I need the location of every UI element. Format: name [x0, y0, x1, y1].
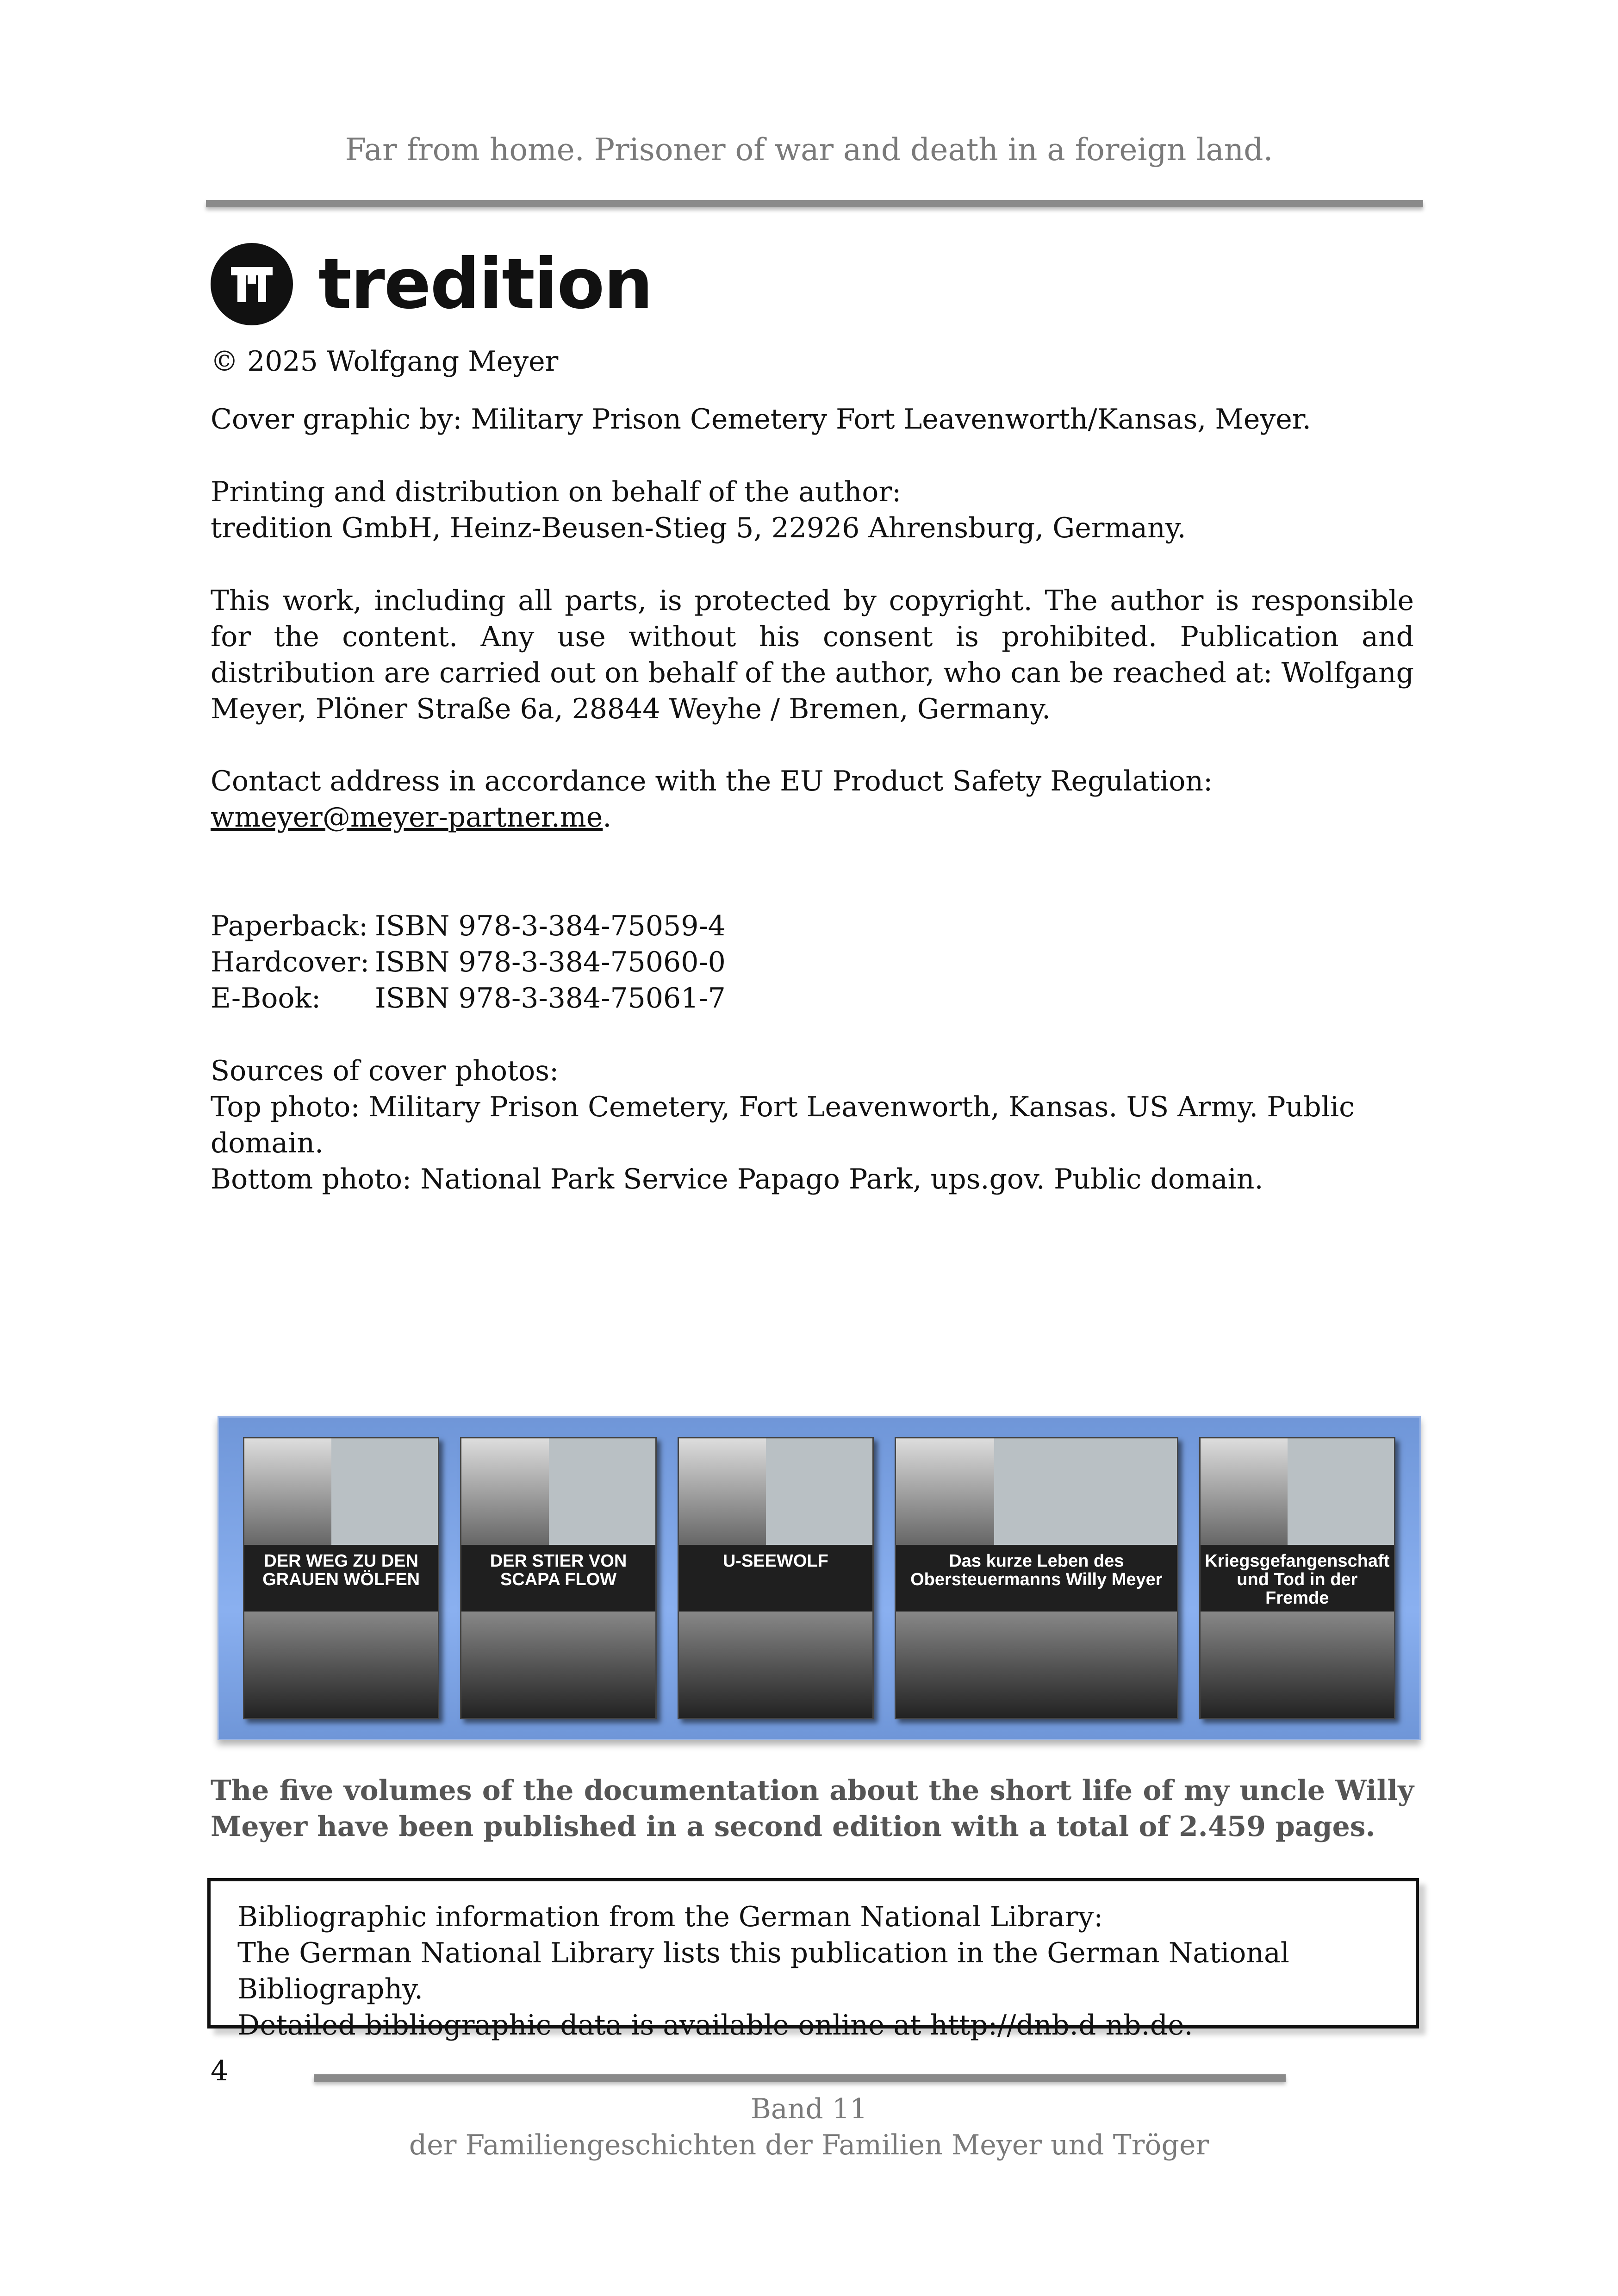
- banner-caption: The five volumes of the documentation about the short life of my uncle Willy Meyer have been published in a second edition with a total of 2.459 pages.: [211, 1774, 1414, 1843]
- page-number: 4: [211, 2055, 229, 2087]
- contact-email-link[interactable]: wmeyer@meyer-partner.me: [211, 801, 603, 834]
- isbn-value: ISBN 978-3-384-75061-7: [375, 982, 726, 1014]
- book-title: Das kurze Leben des Obersteuermanns Willy Meyer: [910, 1551, 1163, 1589]
- isbn-label: Paperback:: [211, 910, 368, 942]
- book-title: U-SEEWOLF: [722, 1551, 828, 1571]
- footer-band: Band 11: [750, 2093, 868, 2125]
- book-title: Kriegsgefangenschaft und Tod in der Fremde: [1205, 1551, 1390, 1608]
- sources-top: Top photo: Military Prison Cemetery, Fort Leavenworth, Kansas. US Army. Public domain.: [211, 1091, 1355, 1159]
- printing-line-2: tredition GmbH, Heinz-Beusen-Stieg 5, 22926 Ahrensburg, Germany.: [211, 512, 1186, 544]
- sources-bottom: Bottom photo: National Park Service Papago Park, ups.gov. Public domain.: [211, 1163, 1263, 1195]
- isbn-row: [211, 908, 1414, 944]
- footer-rule: [314, 2074, 1286, 2082]
- isbn-value: ISBN 978-3-384-75059-4: [375, 910, 726, 942]
- sources-heading: Sources of cover photos:: [211, 1055, 559, 1087]
- book-cover: [895, 1437, 1178, 1719]
- isbn-label: E-Book:: [211, 982, 321, 1014]
- isbn-value: ISBN 978-3-384-75060-0: [375, 946, 726, 978]
- header-rule: [206, 200, 1423, 207]
- printing-block: [211, 474, 1414, 546]
- isbn-row: [211, 980, 1414, 1016]
- contact-block: [211, 763, 1414, 835]
- book-covers-banner: [218, 1416, 1421, 1740]
- copyright-notice: This work, including all parts, is protected by copyright. The author is responsible for the content. Any use without his consent is prohibited. Publication and distribution are carried out on behalf of the author, who can be reached at: Wolfgang Meyer, Plöner Straße 6a, 28844 Weyhe / Bremen, Germany.: [211, 585, 1414, 725]
- cover-graphic-credit: Cover graphic by: Military Prison Cemetery Fort Leavenworth/Kansas, Meyer.: [211, 403, 1311, 436]
- printing-line-1: Printing and distribution on behalf of the author:: [211, 476, 902, 508]
- book-title: DER WEG ZU DEN GRAUEN WÖLFEN: [262, 1551, 420, 1589]
- contact-email-suffix: .: [603, 801, 612, 834]
- bib-line-1: Bibliographic information from the German National Library:: [237, 1901, 1103, 1933]
- contact-line: Contact address in accordance with the EU Product Safety Regulation:: [211, 765, 1213, 797]
- book-cover: [1199, 1437, 1395, 1719]
- book-cover: [678, 1437, 874, 1719]
- photo-sources: [211, 1053, 1414, 1197]
- book-cover: [243, 1437, 439, 1719]
- tredition-logo-icon: [211, 243, 293, 325]
- bib-line-2: The German National Library lists this publication in the German National Bibliography.: [237, 1937, 1289, 2005]
- book-cover: [460, 1437, 656, 1719]
- publisher-logo: [211, 243, 652, 325]
- isbn-label: Hardcover:: [211, 946, 370, 978]
- running-header: Far from home. Prisoner of war and death in a foreign land.: [345, 132, 1273, 168]
- logo-wordmark: tredition: [318, 244, 653, 324]
- copyright-line: © 2025 Wolfgang Meyer: [211, 345, 559, 378]
- book-title: DER STIER VON SCAPA FLOW: [490, 1551, 627, 1589]
- isbn-row: [211, 944, 1414, 980]
- footer-series: der Familiengeschichten der Familien Meyer und Tröger: [409, 2129, 1209, 2161]
- bibliographic-info-box: [207, 1878, 1419, 2041]
- isbn-list: [211, 908, 1414, 1016]
- bib-line-3: Detailed bibliographic data is available online at http://dnb.d-nb.de.: [237, 2009, 1193, 2041]
